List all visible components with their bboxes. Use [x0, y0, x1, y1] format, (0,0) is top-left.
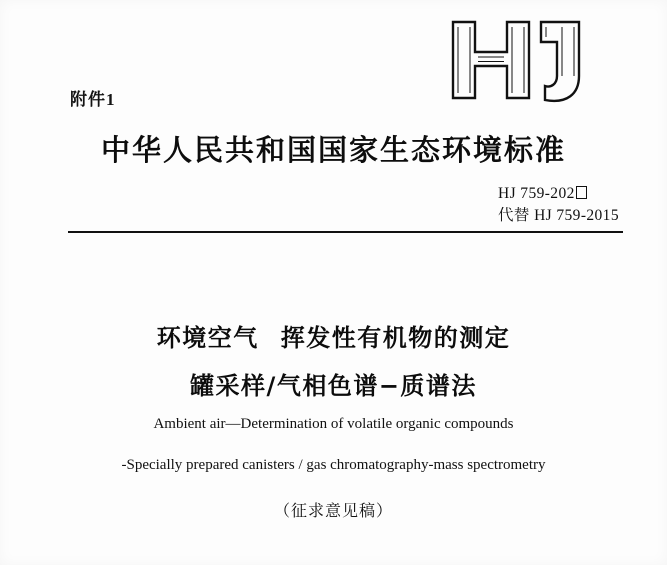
divider-line	[68, 231, 623, 233]
page-title	[0, 318, 667, 401]
english-title	[0, 416, 667, 474]
code-placeholder-box-icon	[576, 186, 587, 199]
draft-status-note: （征求意见稿）	[273, 501, 393, 520]
standard-authority-title: 中华人民共和国国家生态环境标准	[100, 133, 566, 167]
attachment-label: 附件1	[70, 90, 116, 109]
title-method-object: 挥发性有机物的测定	[280, 324, 511, 352]
title-method: 罐采样/气相色谱−质谱法	[190, 372, 477, 400]
header-divider	[68, 231, 623, 237]
english-title-line-2: -Specially prepared canisters / gas chromatography-mass spectrometry	[121, 457, 546, 473]
standard-code-line	[498, 183, 619, 205]
title-subject: 环境空气	[156, 324, 259, 352]
hj-emblem-icon	[445, 18, 595, 104]
standard-code-block	[498, 183, 619, 227]
standard-code: HJ 759-202	[498, 185, 575, 202]
english-title-line-1: Ambient air—Determination of volatile organic compounds	[153, 416, 514, 432]
replaced-standard-code: 代替 HJ 759-2015	[498, 207, 619, 224]
